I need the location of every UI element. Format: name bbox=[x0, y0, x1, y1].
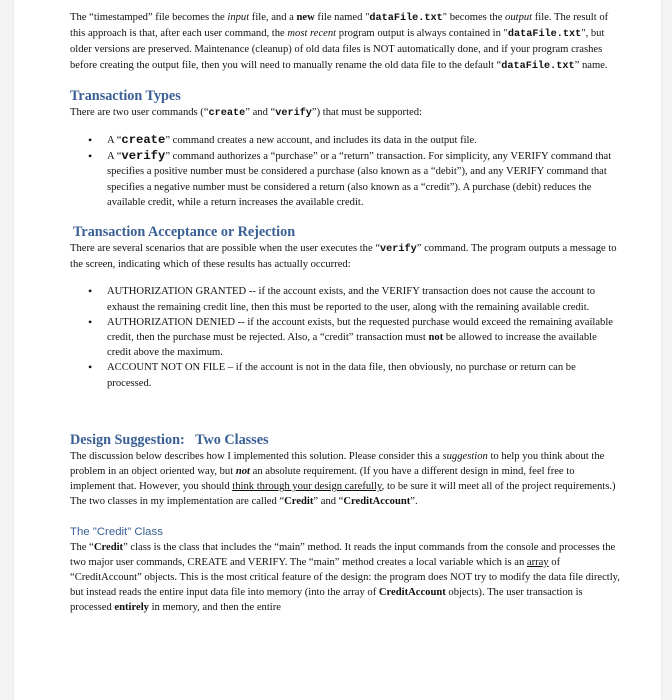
underlined-text: think through your design carefully bbox=[232, 481, 382, 493]
text: of “CreditAccount” objects. This is the most critical feature of the design: the program does NOT try to modify the data file directly, but instead reads the entire input data file into memory (into the array of bbox=[70, 556, 620, 599]
code-command: create bbox=[208, 107, 246, 119]
emphasis: output bbox=[505, 12, 533, 23]
text: The “ bbox=[70, 541, 94, 553]
text: The result of this approach is that, after each user command, the bbox=[70, 12, 609, 40]
text: The discussion below describes how I implemented this solution. Please consider this a bbox=[70, 450, 443, 462]
text: an absolute requirement. (If you have a different design in mind, feel free to implement that. However, you should bbox=[70, 466, 575, 493]
credit-paragraph bbox=[70, 540, 620, 616]
emphasis: input bbox=[227, 12, 250, 23]
text: The “timestamped” file becomes the bbox=[70, 12, 228, 23]
text: There are two user commands (“ bbox=[70, 106, 209, 118]
document-page bbox=[14, 0, 661, 700]
acceptance-list bbox=[70, 284, 620, 390]
heading-credit-class: The "Credit" Class bbox=[70, 525, 163, 538]
bullet-icon: • bbox=[88, 284, 93, 299]
text: be allowed to increase the available credit above the maximum. bbox=[107, 332, 597, 359]
text: ” command. The program outputs a message to the screen, indicating which of these results has actually occurred: bbox=[70, 243, 617, 271]
strong: Credit bbox=[284, 496, 314, 508]
heading-design-suggestion: Design Suggestion: Two Classes bbox=[70, 431, 269, 448]
text: , to be sure it will meet all of the project requirements.) The two classes in my implementation are called “ bbox=[70, 481, 616, 508]
text: A “ bbox=[107, 151, 122, 163]
text: ” and “ bbox=[313, 496, 344, 508]
text: to help you think about the problem in an object oriented way, but bbox=[70, 450, 605, 478]
text: file named " bbox=[314, 12, 370, 23]
text: in memory, and then the entire bbox=[148, 602, 281, 614]
bullet-icon: • bbox=[88, 360, 93, 375]
text: ”) that must be supported: bbox=[311, 106, 422, 118]
text: ” command creates a new account, and includes its data in the output file. bbox=[165, 135, 477, 147]
list-item bbox=[70, 149, 620, 210]
strong: not bbox=[428, 332, 444, 344]
text: file. bbox=[532, 12, 552, 23]
emphasis: most recent bbox=[287, 28, 337, 40]
text: There are several scenarios that are possible when the user executes the “ bbox=[70, 243, 381, 255]
text: A “ bbox=[107, 135, 122, 147]
bullet-icon: • bbox=[88, 133, 93, 148]
strong-emphasis: not bbox=[235, 466, 250, 478]
code-command: verify bbox=[380, 244, 417, 256]
text: file, and a bbox=[249, 12, 297, 23]
types-paragraph bbox=[70, 105, 620, 121]
text: AUTHORIZATION GRANTED -- if the account exists, and the VERIFY transaction does not cause the account to exhaust the remaining credit line, then this must be reported to the user, along with the remaining available credit. bbox=[107, 286, 596, 313]
strong: new bbox=[296, 12, 315, 23]
document-content bbox=[70, 10, 620, 616]
code-filename: dataFile.txt bbox=[369, 13, 443, 24]
code-command: create bbox=[121, 133, 166, 148]
types-list bbox=[70, 133, 620, 210]
strong: CreditAccount bbox=[378, 587, 446, 599]
list-item bbox=[70, 360, 620, 390]
text: ” command authorizes a “purchase” or a “return” transaction. For simplicity, any VERIFY command that specifies a positive number must be considered a purchase (also known as a “debit”), and any VERIFY command that specifies a negative number must be considered a return (also known as a “credit”). A purchase (debit) reduces the available credit, while a return increases the available credit. bbox=[107, 151, 612, 208]
text: ” class is the class that includes the “main” method. It reads the input commands from the console and processes the two major user commands, CREATE and VERIFY. The “main” method creates a local variable which is an bbox=[70, 541, 616, 568]
strong: Credit bbox=[93, 541, 124, 553]
emphasis: suggestion bbox=[442, 450, 488, 462]
list-item bbox=[70, 284, 620, 314]
text: AUTHORIZATION DENIED -- if the account exists, but the requested purchase would exceed the remaining available credit, then the purchase must be rejected. Also, a “credit” transaction must bbox=[107, 316, 613, 344]
text: ", but older versions are preserved. Maintenance (cleanup) of old data files is NOT automatically done, and if your program crashes before creating the output file, then you will need to manually rename the old data file to the default “ bbox=[70, 28, 605, 71]
code-command: verify bbox=[275, 107, 312, 119]
bullet-icon: • bbox=[88, 149, 93, 164]
list-item bbox=[70, 133, 620, 148]
bullet-icon: • bbox=[88, 314, 93, 329]
heading-transaction-types: Transaction Types bbox=[70, 87, 181, 104]
text: program output is always contained in " bbox=[336, 28, 508, 40]
intro-paragraph bbox=[70, 10, 620, 74]
acceptance-paragraph bbox=[70, 241, 620, 272]
text: ” and “ bbox=[245, 106, 276, 118]
text: ” name. bbox=[574, 59, 608, 71]
strong: CreditAccount bbox=[343, 496, 411, 508]
text: ACCOUNT NOT ON FILE – if the account is not in the data file, then obviously, no purchase or return can be processed. bbox=[107, 362, 576, 389]
list-item bbox=[70, 315, 620, 361]
code-command: verify bbox=[121, 149, 166, 164]
strong: entirely bbox=[114, 602, 149, 614]
code-filename: dataFile.txt bbox=[501, 60, 575, 72]
text: ”. bbox=[410, 496, 418, 508]
underlined-text: array bbox=[526, 556, 549, 568]
design-paragraph bbox=[70, 449, 620, 510]
text: objects). The user transaction is processed bbox=[70, 587, 583, 614]
code-filename: dataFile.txt bbox=[507, 29, 582, 41]
heading-transaction-acceptance: Transaction Acceptance or Rejection bbox=[73, 224, 296, 241]
text: " becomes the bbox=[442, 12, 506, 23]
